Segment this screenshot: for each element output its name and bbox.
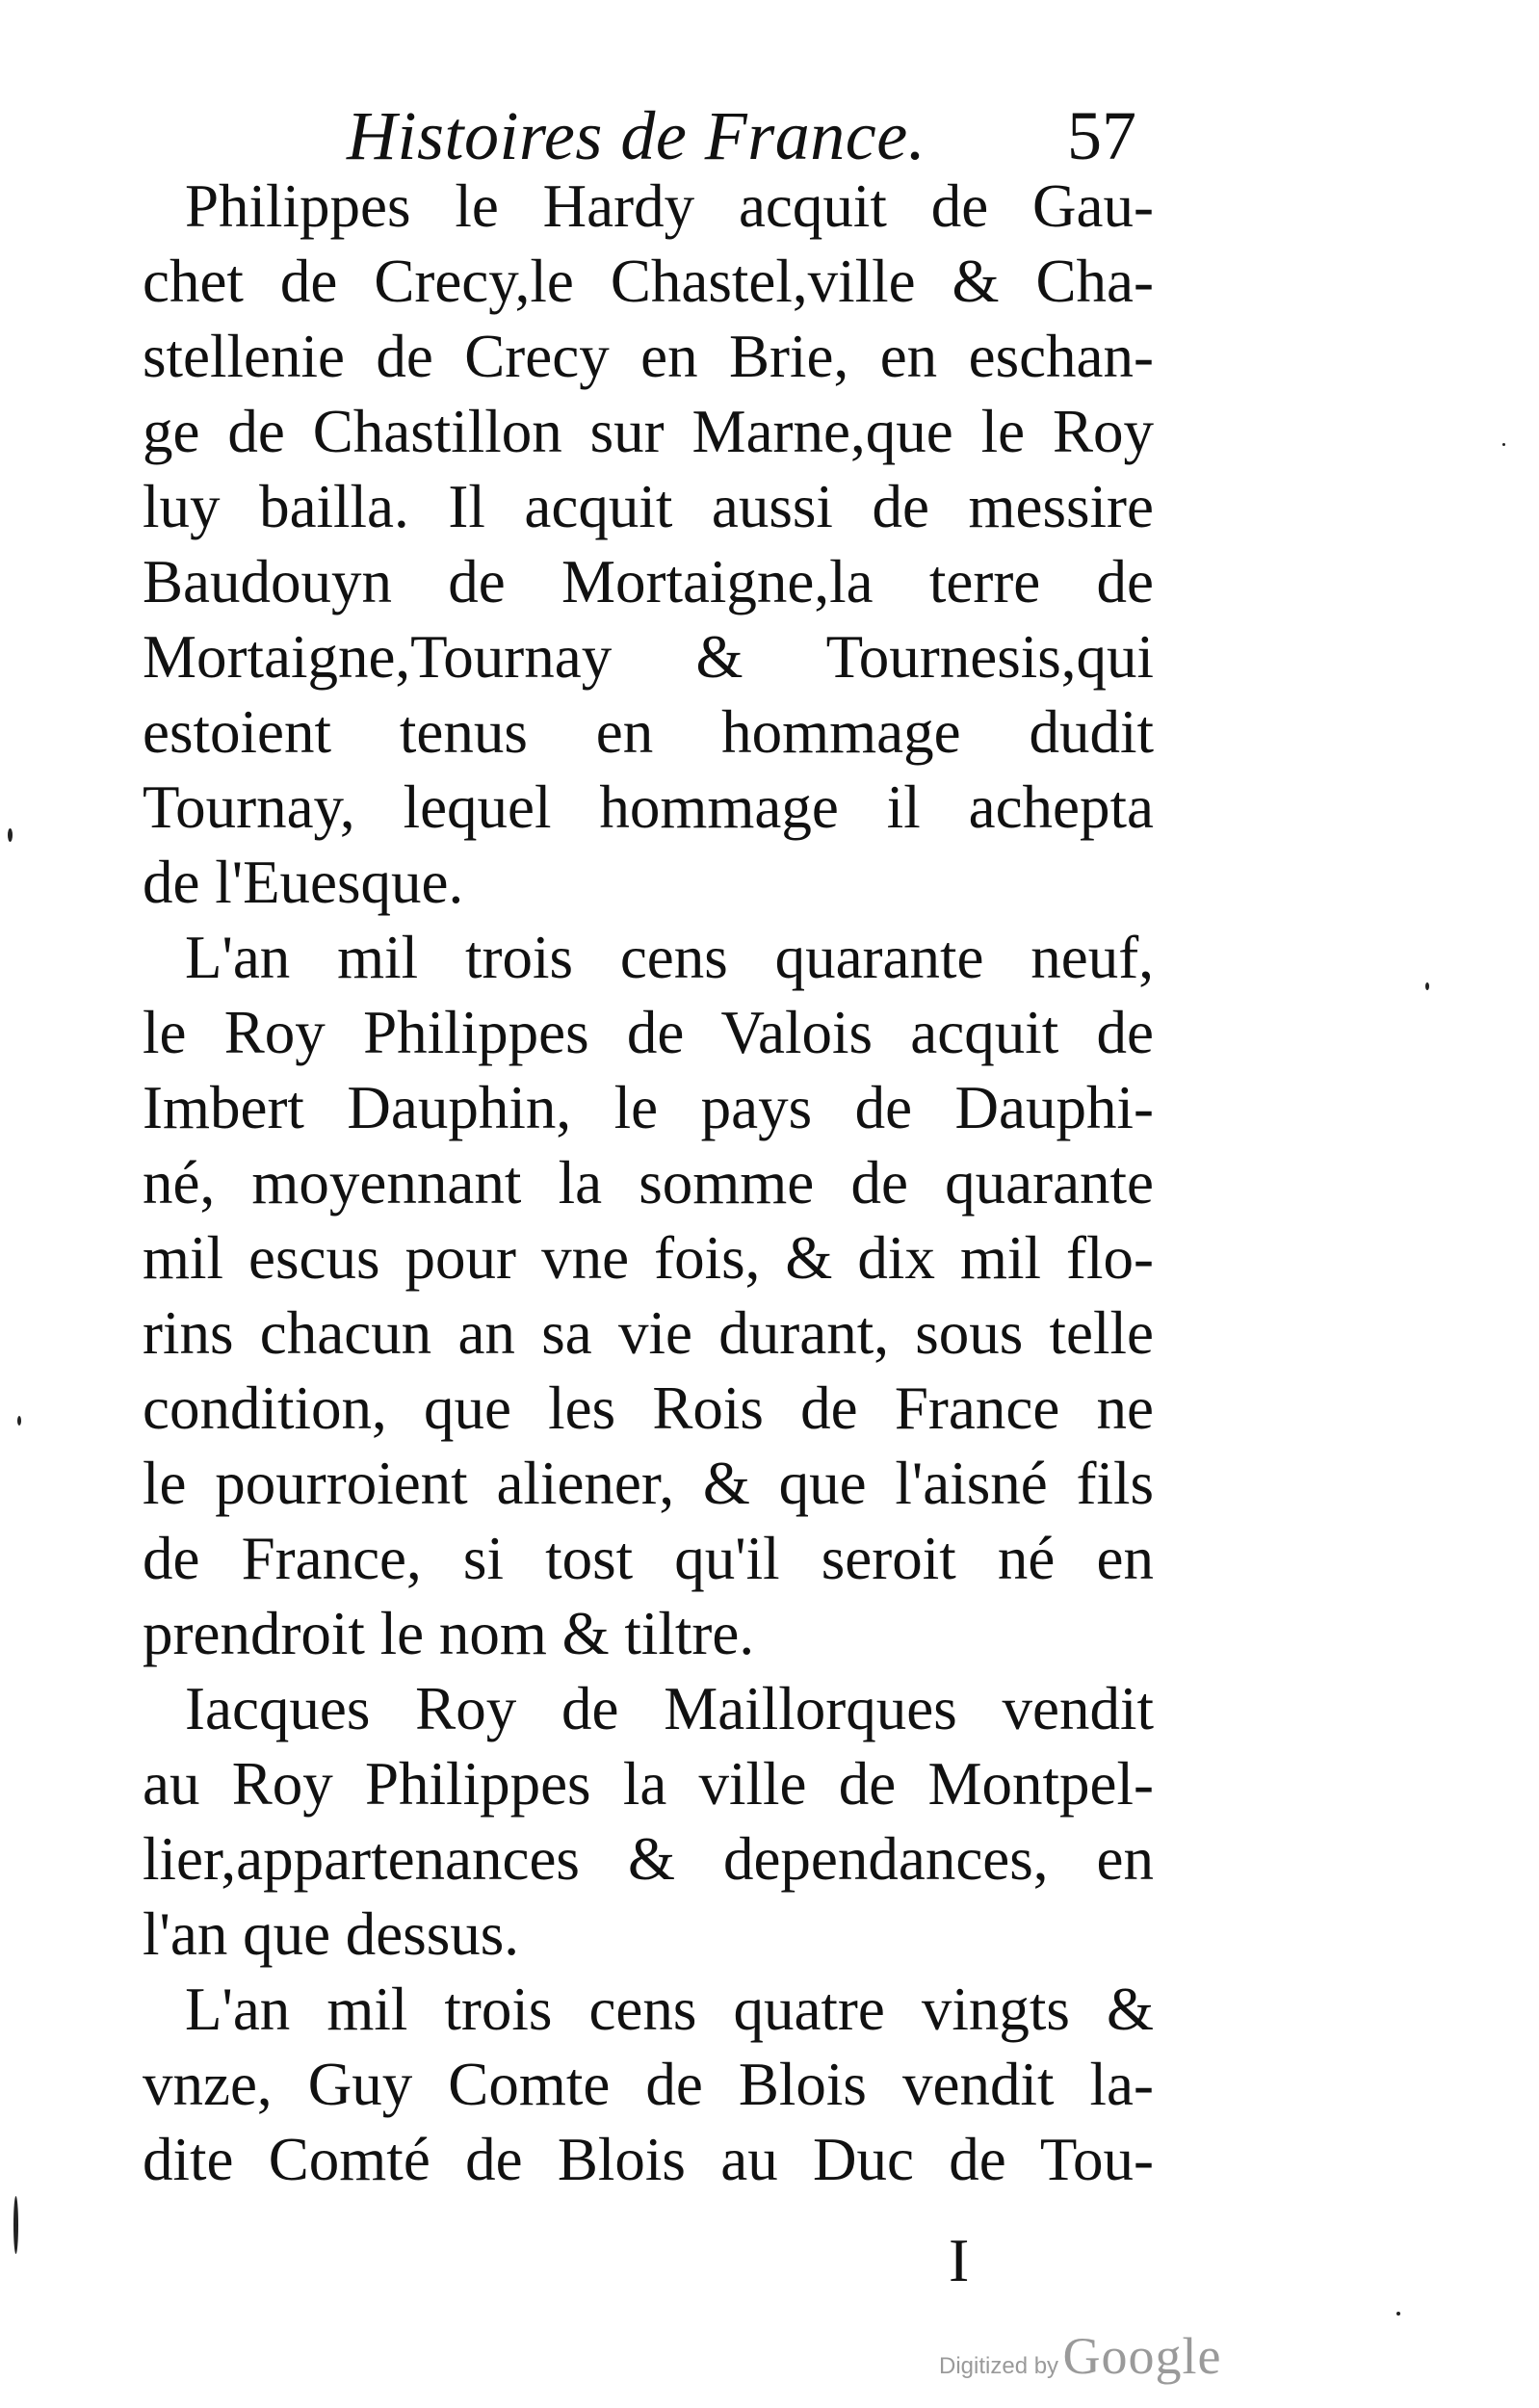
text-line: l'an que dessus. — [143, 1900, 520, 1968]
watermark-brand: Google — [1062, 2327, 1222, 2385]
text-line: L'an mil trois cens quarante neuf, — [185, 924, 1154, 991]
text-line: dite Comté de Blois au Duc de Tou- — [143, 2126, 1154, 2193]
text-line: au Roy Philippes la ville de Montpel- — [143, 1750, 1154, 1818]
text-line: rins chacun an sa vie durant, sous telle — [143, 1299, 1154, 1367]
text-line: stellenie de Crecy en Brie, en eschan- — [143, 323, 1154, 390]
text-line: ge de Chastillon sur Marne,que le Roy — [143, 398, 1154, 465]
text-line: chet de Crecy,le Chastel,ville & Cha- — [143, 248, 1154, 315]
signature-mark: I — [949, 2226, 970, 2294]
scan-speck — [1502, 443, 1505, 446]
scan-speck — [13, 2196, 18, 2254]
text-line: de France, si tost qu'il seroit né en — [143, 1525, 1154, 1592]
paragraph-1 — [143, 169, 1154, 920]
text-line: Baudouyn de Mortaigne,la terre de — [143, 548, 1154, 615]
text-line: Iacques Roy de Maillorques vendit — [185, 1675, 1154, 1742]
body-text — [143, 169, 1154, 2197]
text-line: prendroit le nom & tiltre. — [143, 1600, 755, 1667]
watermark-prefix: Digitized by — [939, 2353, 1059, 2379]
text-line: Tournay, lequel hommage il achepta — [143, 773, 1154, 841]
digitizer-watermark — [939, 2326, 1221, 2386]
text-line: estoient tenus en hommage dudit — [143, 698, 1154, 766]
text-line: lier,appartenances & dependances, en — [143, 1825, 1154, 1893]
text-line: Philippes le Hardy acquit de Gau- — [185, 172, 1154, 240]
scan-speck — [1425, 982, 1429, 990]
scan-speck — [17, 1416, 21, 1426]
text-line: né, moyennant la somme de quarante — [143, 1149, 1154, 1217]
paragraph-4 — [143, 1972, 1154, 2197]
paragraph-3 — [143, 1671, 1154, 1972]
text-line: luy bailla. Il acquit aussi de messire — [143, 473, 1154, 540]
text-line: vnze, Guy Comte de Blois vendit la- — [143, 2051, 1154, 2118]
text-line: L'an mil trois cens quatre vingts & — [185, 1976, 1154, 2043]
scan-speck — [8, 828, 13, 842]
paragraph-2 — [143, 920, 1154, 1671]
text-line: le Roy Philippes de Valois acquit de — [143, 999, 1154, 1066]
text-line: Imbert Dauphin, le pays de Dauphi- — [143, 1074, 1154, 1141]
scan-speck — [1396, 2312, 1400, 2316]
page-number: 57 — [1067, 97, 1136, 174]
text-line: le pourroient aliener, & que l'aisné fils — [143, 1450, 1154, 1517]
text-line: mil escus pour vne fois, & dix mil flo- — [143, 1224, 1154, 1292]
text-line: de l'Euesque. — [143, 849, 464, 916]
running-title: Histoires de France. — [347, 97, 926, 174]
text-line: condition, que les Rois de France ne — [143, 1374, 1154, 1442]
text-line: Mortaigne,Tournay & Tournesis,qui — [143, 623, 1154, 691]
